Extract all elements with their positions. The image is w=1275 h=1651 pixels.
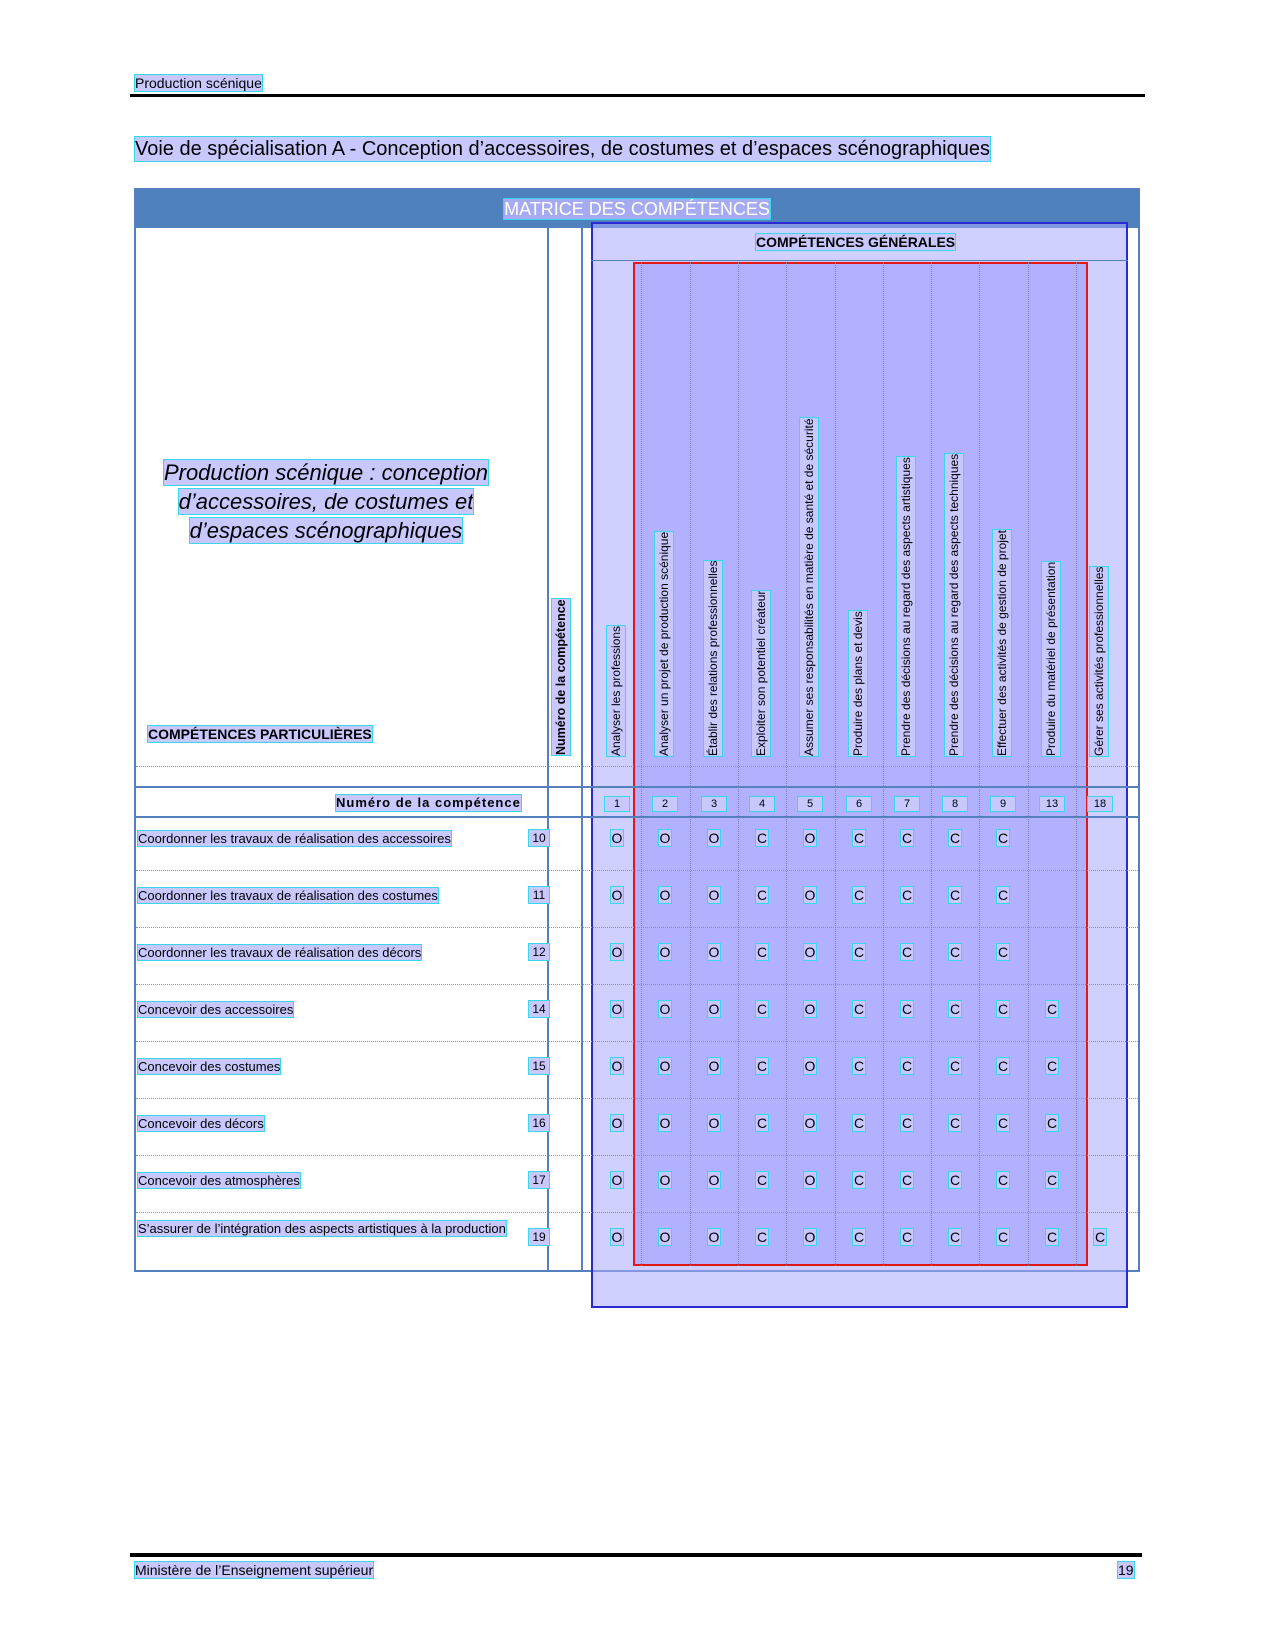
general-competency-number: 5 [798,797,822,811]
page-number: 19 [1118,1562,1134,1578]
particular-competency-text: Coordonner les travaux de réalisation des accessoires [138,831,451,846]
general-competency-header [897,270,917,756]
general-competency-header [945,270,965,756]
matrix-cell: C [997,887,1009,903]
number-row-bottom-border [136,816,1138,818]
general-competency-number: 1 [605,797,629,811]
general-competency-label: Établir des relations professionnelles [706,560,720,756]
particular-competency-text: Concevoir des atmosphères [138,1173,300,1188]
general-competency-number: 3 [702,797,726,811]
particular-competency-text: Concevoir des décors [138,1116,264,1131]
general-competency-number: 2 [653,797,677,811]
matrix-cell: C [997,1058,1009,1074]
general-competency-label: Effectuer des activités de gestion de projet [995,530,1009,756]
column-separator [883,262,884,1266]
matrix-cell: O [708,1172,720,1188]
footer-rule [130,1553,1142,1557]
matrix-cell: C [997,1229,1009,1245]
general-competency-header [704,270,724,756]
matrix-cell: C [901,887,913,903]
column-separator [1028,262,1029,1266]
program-title-line-1: Production scénique : conception [163,460,489,485]
matrix-cell: C [997,944,1009,960]
column-separator [835,262,836,1266]
matrix-cell: O [611,1058,623,1074]
general-competency-header [800,270,820,756]
divider-number-grid [581,228,583,1272]
matrix-cell: O [708,830,720,846]
row-dotted-separator [136,1212,1138,1213]
number-column-header [552,555,572,755]
particular-competency-number: 12 [529,944,549,960]
matrix-cell: C [949,830,961,846]
matrix-cell: O [804,887,816,903]
matrix-cell: C [756,1058,768,1074]
matrix-cell: C [997,1172,1009,1188]
column-separator [979,262,980,1266]
number-row-label: Numéro de la compétence [336,795,521,810]
matrix-cell: C [853,1115,865,1131]
matrix-cell: O [611,1229,623,1245]
column-separator [786,262,787,1266]
matrix-cell: C [1046,1229,1058,1245]
competency-matrix [134,188,1140,1272]
header-rule [130,94,1145,97]
matrix-cell: C [1046,1115,1058,1131]
matrix-cell: C [949,1115,961,1131]
matrix-cell: C [949,887,961,903]
number-row-top-border [136,786,1138,788]
particular-competency-number: 10 [529,830,549,846]
general-competency-header [752,270,772,756]
matrix-cell: C [949,1058,961,1074]
row-dotted-separator [136,1098,1138,1099]
particular-competency-text: Concevoir des costumes [138,1059,281,1074]
row-dotted-separator [136,870,1138,871]
general-competency-number: 13 [1040,797,1064,811]
general-competency-header [655,270,675,756]
matrix-cell: C [901,1001,913,1017]
general-competency-label: Prendre des décisions au regard des aspects techniques [947,453,961,756]
matrix-cell: C [853,1229,865,1245]
general-competency-number: 4 [750,797,774,811]
matrix-cell: C [1046,1001,1058,1017]
matrix-cell: O [611,1001,623,1017]
matrix-cell: C [853,830,865,846]
general-competency-number: 6 [847,797,871,811]
general-competency-number: 18 [1088,797,1112,811]
number-column-label: Numéro de la compétence [554,599,568,755]
particular-competency-label [138,944,508,962]
column-separator [641,262,642,1266]
matrix-cell: C [901,1229,913,1245]
matrix-cell: O [611,830,623,846]
matrix-cell: O [804,1172,816,1188]
general-competency-label: Prendre des décisions au regard des aspects artistiques [899,457,913,756]
particular-competency-number: 14 [529,1001,549,1017]
matrix-cell: C [756,1229,768,1245]
matrix-cell: O [659,1001,671,1017]
matrix-cell: O [708,887,720,903]
header-dotted-line [136,766,1138,767]
matrix-cell: C [997,1001,1009,1017]
matrix-cell: C [949,1172,961,1188]
general-competency-label: Produire des plans et devis [851,611,865,756]
particular-competency-label [138,830,508,848]
matrix-cell: O [659,1229,671,1245]
matrix-title: MATRICE DES COMPÉTENCES [504,199,770,219]
particular-competency-number: 15 [529,1058,549,1074]
particular-competency-text: Concevoir des accessoires [138,1002,294,1017]
matrix-cell: O [708,1058,720,1074]
matrix-cell: C [853,1058,865,1074]
matrix-cell: O [708,1001,720,1017]
general-competency-header [849,270,869,756]
matrix-cell: C [949,1001,961,1017]
matrix-cell: O [659,1115,671,1131]
matrix-cell: O [659,944,671,960]
matrix-cell: C [853,944,865,960]
footer-ministry: Ministère de l’Enseignement supérieur [135,1562,374,1578]
matrix-cell: C [901,1058,913,1074]
matrix-cell: O [659,1172,671,1188]
column-separator [931,262,932,1266]
matrix-cell: C [901,1172,913,1188]
matrix-cell: C [853,887,865,903]
matrix-cell: C [756,887,768,903]
page-header-title: Production scénique [135,75,262,91]
matrix-cell: O [804,1229,816,1245]
general-competency-label: Assumer ses responsabilités en matière de santé et de sécurité [802,418,816,756]
matrix-cell: C [997,830,1009,846]
particular-competency-number: 17 [529,1172,549,1188]
general-competency-header [993,270,1013,756]
particular-competency-label [138,1115,508,1133]
matrix-cell: C [756,944,768,960]
particular-competency-label [138,887,508,905]
matrix-cell: C [756,1001,768,1017]
general-header-divider [591,260,1128,261]
matrix-cell: O [611,944,623,960]
matrix-cell: O [804,1058,816,1074]
general-competency-number: 7 [895,797,919,811]
matrix-cell: C [853,1172,865,1188]
matrix-cell: C [997,1115,1009,1131]
matrix-cell: O [611,887,623,903]
program-title-line-2: d’accessoires, de costumes et [178,489,474,514]
row-dotted-separator [136,927,1138,928]
matrix-cell: C [756,1115,768,1131]
particular-competency-number: 16 [529,1115,549,1131]
matrix-cell: O [804,944,816,960]
particular-competency-label [138,1058,508,1076]
general-competency-number: 8 [943,797,967,811]
program-title-line-3: d’espaces scénographiques [189,518,463,543]
particular-competencies-header: COMPÉTENCES PARTICULIÈRES [148,726,372,742]
matrix-cell: C [756,1172,768,1188]
column-separator [690,262,691,1266]
matrix-cell: C [949,944,961,960]
matrix-cell: C [1046,1172,1058,1188]
matrix-cell: O [659,887,671,903]
row-dotted-separator [136,1155,1138,1156]
particular-competency-label [138,1172,508,1190]
general-competency-label: Exploiter son potentiel créateur [754,590,768,756]
matrix-cell: O [611,1115,623,1131]
matrix-cell: C [949,1229,961,1245]
particular-competency-text: Coordonner les travaux de réalisation des décors [138,945,422,960]
particular-competency-number: 11 [529,887,549,903]
matrix-cell: O [611,1172,623,1188]
general-competency-label: Analyser un projet de production scénique [657,531,671,756]
matrix-cell: O [804,830,816,846]
matrix-cell: O [659,1058,671,1074]
general-competency-header [607,270,627,756]
matrix-cell: O [659,830,671,846]
column-separator [738,262,739,1266]
matrix-cell: C [901,944,913,960]
particular-competency-label [138,1220,508,1238]
matrix-cell: C [901,830,913,846]
matrix-cell: O [708,944,720,960]
general-competencies-header: COMPÉTENCES GÉNÉRALES [756,234,956,250]
matrix-cell: O [708,1229,720,1245]
row-dotted-separator [136,1041,1138,1042]
column-separator [1076,262,1077,1266]
general-competency-header [1090,270,1110,756]
matrix-cell: C [1046,1058,1058,1074]
matrix-cell: C [853,1001,865,1017]
matrix-cell: C [756,830,768,846]
matrix-cell: C [1094,1229,1106,1245]
row-dotted-separator [136,984,1138,985]
matrix-cell: O [708,1115,720,1131]
general-competency-label: Produire du matériel de présentation [1044,561,1058,756]
general-competency-label: Gérer ses activités professionnelles [1092,566,1106,756]
particular-competency-text: S’assurer de l’intégration des aspects artistiques à la production [138,1221,506,1236]
matrix-cell: O [804,1001,816,1017]
matrix-cell: O [804,1115,816,1131]
program-title [146,458,506,545]
general-competency-number: 9 [991,797,1015,811]
matrix-cell: C [901,1115,913,1131]
particular-competency-label [138,1001,508,1019]
document-title: Voie de spécialisation A - Conception d’accessoires, de costumes et d’espaces scénographiques [135,138,990,160]
particular-competency-number: 19 [529,1229,549,1245]
general-competency-label: Analyser les professions [609,625,623,756]
particular-competency-text: Coordonner les travaux de réalisation des costumes [138,888,438,903]
general-competency-header [1042,270,1062,756]
